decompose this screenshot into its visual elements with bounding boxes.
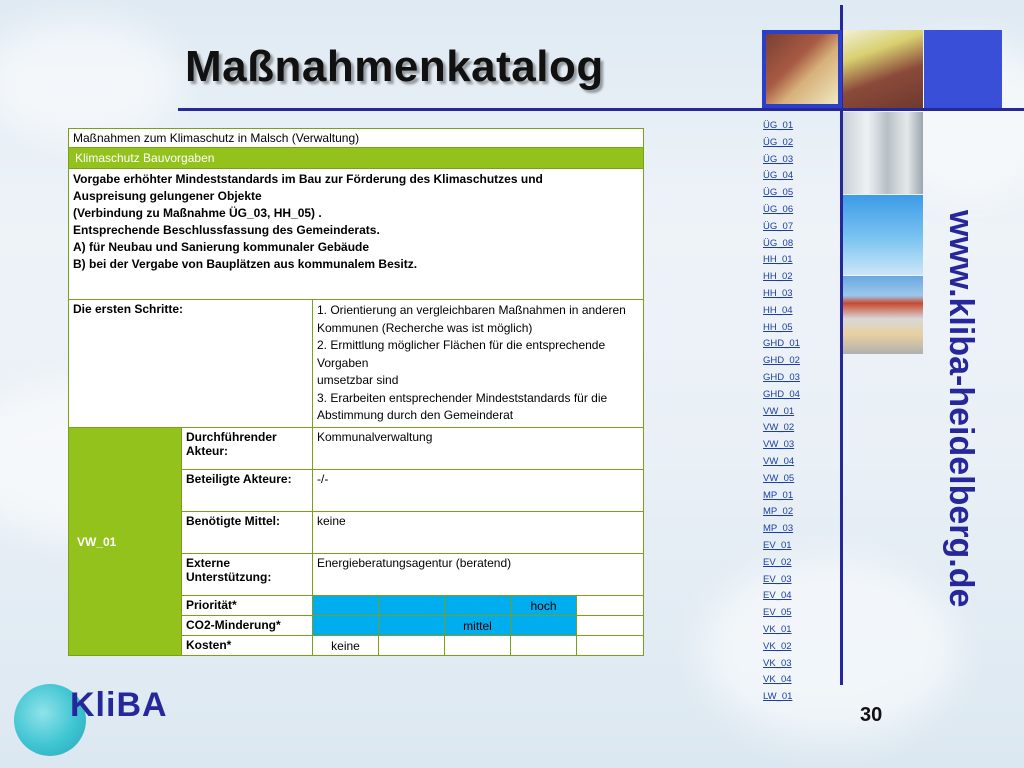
rating-cell — [313, 596, 379, 616]
measure-link[interactable]: EV_04 — [763, 590, 792, 602]
measure-link[interactable]: HH_02 — [763, 271, 793, 283]
rating-cell — [445, 596, 511, 616]
steps-line: Abstimmung durch den Gemeinderat — [317, 408, 514, 422]
steps-line: 3. Erarbeiten entsprechender Mindeststandards für die — [317, 390, 608, 405]
measure-link[interactable]: EV_05 — [763, 607, 792, 619]
measure-link[interactable]: ÜG_03 — [763, 153, 794, 165]
background-cloud — [700, 560, 960, 740]
kliba-logo — [10, 682, 190, 762]
page-title: Maßnahmenkatalog — [185, 42, 604, 91]
photo-roof-solar-panels — [843, 30, 923, 108]
steps-line: umsetzbar sind — [317, 373, 399, 387]
row-label-actor: Durchführender Akteur: — [182, 428, 313, 470]
photo-sky — [843, 195, 923, 275]
steps-line: Kommunen (Recherche was ist möglich) — [317, 320, 533, 335]
description-line: (Verbindung zu Maßnahme ÜG_03, HH_05) . — [73, 206, 322, 220]
measure-link[interactable]: VK_04 — [763, 674, 792, 686]
description-line: A) für Neubau und Sanierung kommunaler Gebäude — [73, 240, 370, 254]
row-label-resources: Benötigte Mittel: — [182, 512, 313, 554]
row-label-external-support: Externe Unterstützung: — [182, 554, 313, 596]
measure-link[interactable]: EV_01 — [763, 539, 792, 551]
measure-link[interactable]: ÜG_07 — [763, 220, 794, 232]
rating-label: Kosten* — [182, 636, 313, 656]
measure-link[interactable]: EV_03 — [763, 573, 792, 585]
measure-link[interactable]: MP_01 — [763, 489, 794, 501]
measure-code: VW_01 — [69, 428, 182, 656]
rating-cell — [445, 636, 511, 656]
photo-solar-roof — [762, 30, 842, 108]
measure-link[interactable]: HH_05 — [763, 321, 793, 333]
rating-cell — [577, 616, 644, 636]
website-url-vertical: www.kliba-heidelberg.de — [942, 210, 980, 608]
measure-description — [69, 169, 644, 300]
measure-link[interactable]: VW_02 — [763, 422, 795, 434]
measure-link[interactable]: GHD_03 — [763, 371, 800, 383]
rating-label: CO2-Minderung* — [182, 616, 313, 636]
rating-cell — [577, 636, 644, 656]
rating-cell — [379, 596, 445, 616]
measure-link[interactable]: EV_02 — [763, 556, 792, 568]
measure-link[interactable]: HH_01 — [763, 254, 793, 266]
measure-link[interactable]: ÜG_02 — [763, 136, 794, 148]
rating-level-text: keine — [313, 636, 379, 656]
description-line: Auspreisung gelungener Objekte — [73, 189, 262, 203]
rating-cell — [577, 596, 644, 616]
measure-title: Klimaschutz Bauvorgaben — [69, 148, 644, 169]
steps-line: 1. Orientierung an vergleichbaren Maßnahmen in anderen — [317, 303, 626, 317]
row-value-external-support: Energieberatungsagentur (beratend) — [313, 554, 644, 596]
description-line: B) bei der Vergabe von Bauplätzen aus kommunalem Besitz. — [73, 257, 418, 271]
measure-link[interactable]: HH_03 — [763, 287, 793, 299]
measure-link[interactable]: ÜG_06 — [763, 203, 794, 215]
measure-link[interactable]: GHD_02 — [763, 355, 800, 367]
row-value-participants: -/- — [313, 470, 644, 512]
measure-link[interactable]: HH_04 — [763, 304, 793, 316]
photo-heating-system — [843, 112, 923, 194]
first-steps-text — [313, 300, 644, 428]
rating-cell — [379, 636, 445, 656]
measure-link[interactable]: ÜG_01 — [763, 120, 794, 131]
measure-link[interactable]: ÜG_05 — [763, 187, 794, 199]
rating-label: Priorität* — [182, 596, 313, 616]
measure-link[interactable]: MP_03 — [763, 523, 794, 535]
title-underline — [178, 108, 1024, 111]
measure-link[interactable]: VW_04 — [763, 455, 795, 467]
photo-building — [843, 276, 923, 354]
measure-link[interactable]: VK_01 — [763, 623, 792, 635]
background-cloud — [0, 20, 180, 140]
measure-link-list — [763, 118, 800, 706]
row-label-participants: Beteiligte Akteure: — [182, 470, 313, 512]
first-steps-label: Die ersten Schritte: — [69, 300, 313, 428]
row-value-resources: keine — [313, 512, 644, 554]
table-header-context: Maßnahmen zum Klimaschutz in Malsch (Verwaltung) — [69, 129, 644, 148]
rating-cell — [379, 616, 445, 636]
measure-link[interactable]: ÜG_04 — [763, 170, 794, 182]
steps-line: 2. Ermittlung möglicher Flächen für die entsprechende Vorgaben — [317, 338, 606, 370]
photo-blue-square — [924, 30, 1002, 108]
measure-link[interactable]: GHD_01 — [763, 338, 800, 350]
measure-link[interactable]: LW_01 — [763, 691, 793, 703]
measure-link[interactable]: VW_05 — [763, 472, 795, 484]
measure-link[interactable]: VW_03 — [763, 439, 795, 451]
measure-link[interactable]: GHD_04 — [763, 388, 800, 400]
rating-cell — [511, 636, 577, 656]
measure-link[interactable]: MP_02 — [763, 506, 794, 518]
rating-cell — [313, 616, 379, 636]
description-line: Entsprechende Beschlussfassung des Gemeinderats. — [73, 223, 380, 237]
measure-link[interactable]: ÜG_08 — [763, 237, 794, 249]
page-number: 30 — [860, 704, 883, 726]
measure-link[interactable]: VW_01 — [763, 405, 795, 417]
rating-level-text: mittel — [445, 616, 511, 636]
row-value-actor: Kommunalverwaltung — [313, 428, 644, 470]
rating-cell — [511, 616, 577, 636]
rating-level-text: hoch — [511, 596, 577, 616]
logo-text: KliBA — [70, 686, 168, 724]
measure-link[interactable]: VK_02 — [763, 640, 792, 652]
measure-table — [68, 128, 644, 656]
description-line: Vorgabe erhöhter Mindeststandards im Bau zur Förderung des Klimaschutzes und — [73, 172, 543, 186]
measure-link[interactable]: VK_03 — [763, 657, 792, 669]
